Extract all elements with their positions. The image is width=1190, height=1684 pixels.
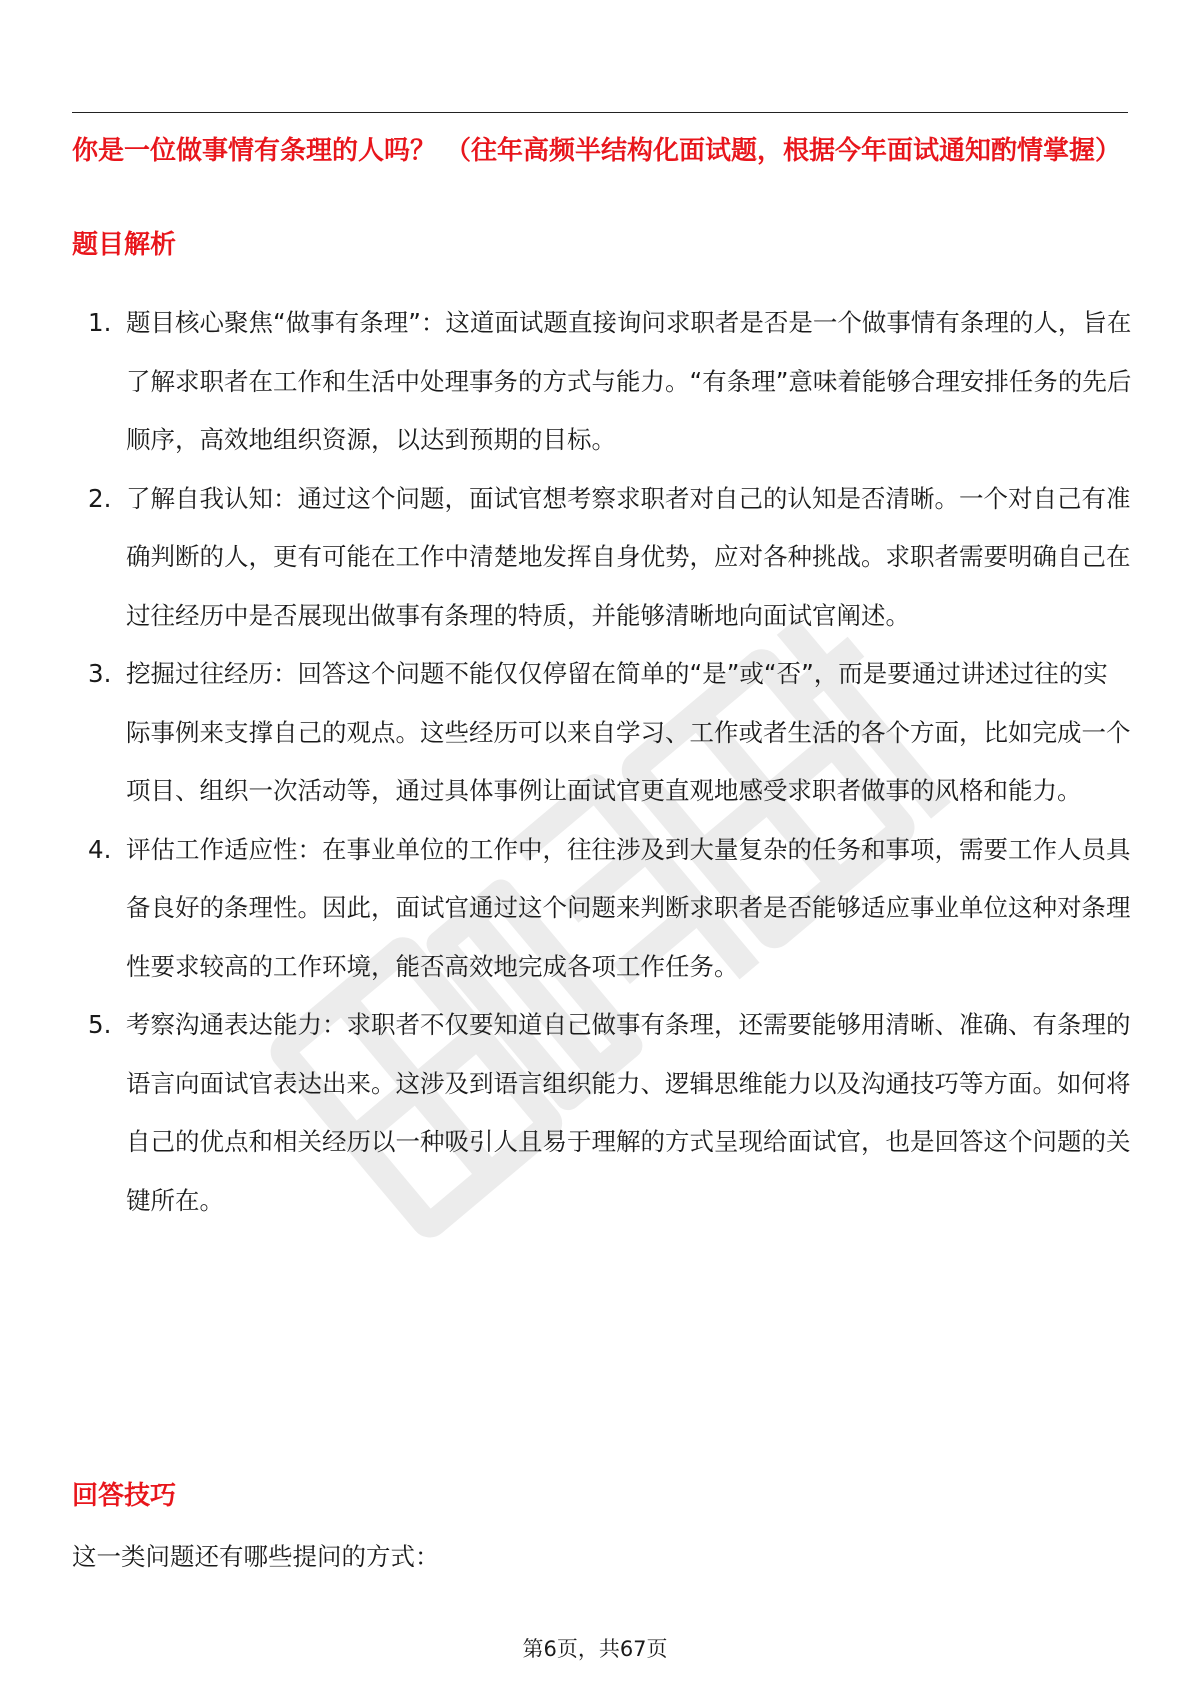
tips-intro-text: 这一类问题还有哪些提问的方式：: [72, 1542, 440, 1571]
top-divider: [72, 112, 1128, 113]
analysis-item: [72, 821, 1132, 997]
item-number: 2.: [88, 483, 112, 513]
analysis-item: [72, 996, 1132, 1230]
item-number: 5.: [88, 1010, 112, 1039]
question-title: 你是一位做事情有条理的人吗？ （往年高频半结构化面试题，根据今年面试通知酌情掌握）: [72, 136, 1122, 166]
item-text: 挖掘过往经历：回答这个问题不能仅仅停留在简单的“是”或“否”，而是要通过讲述过往的实际事例来支撑自己的观点。这些经历可以来自学习、工作或者生活的各个方面，比如完成一个项目、组织一次活动等，通过具体事例让面试官更直观地感受求职者做事的风格和能力。: [126, 659, 1131, 805]
analysis-item: [72, 294, 1132, 470]
tips-heading: 回答技巧: [72, 1481, 177, 1511]
item-text: 评估工作适应性：在事业单位的工作中，往往涉及到大量复杂的任务和事项，需要工作人员具备良好的条理性。因此，面试官通过这个问题来判断求职者是否能够适应事业单位这种对条理性要求较高的工作环境，能否高效地完成各项工作任务。: [126, 834, 1131, 981]
item-number: 1.: [88, 308, 112, 337]
analysis-item: [72, 645, 1132, 821]
item-number: 3.: [88, 659, 112, 688]
item-number: 4.: [88, 834, 112, 864]
item-text: 考察沟通表达能力：求职者不仅要知道自己做事有条理，还需要能够用清晰、准确、有条理的语言向面试官表达出来。这涉及到语言组织能力、逻辑思维能力以及沟通技巧等方面。如何将自己的优点和相关经历以一种吸引人且易于理解的方式呈现给面试官，也是回答这个问题的关键所在。: [126, 1010, 1131, 1215]
analysis-list: [72, 294, 1132, 1230]
page-number-footer: 第6页，共67页: [522, 1637, 668, 1661]
item-text: 了解自我认知：通过这个问题，面试官想考察求职者对自己的认知是否清晰。一个对自己有准确判断的人，更有可能在工作中清楚地发挥自身优势，应对各种挑战。求职者需要明确自己在过往经历中是否展现出做事有条理的特质，并能够清晰地向面试官阐述。: [126, 483, 1131, 630]
item-text: 题目核心聚焦“做事有条理”：这道面试题直接询问求职者是否是一个做事情有条理的人，旨在了解求职者在工作和生活中处理事务的方式与能力。“有条理”意味着能够合理安排任务的先后顺序，高效地组织资源，以达到预期的目标。: [126, 308, 1132, 454]
analysis-item: [72, 470, 1132, 646]
analysis-heading: 题目解析: [72, 230, 177, 260]
